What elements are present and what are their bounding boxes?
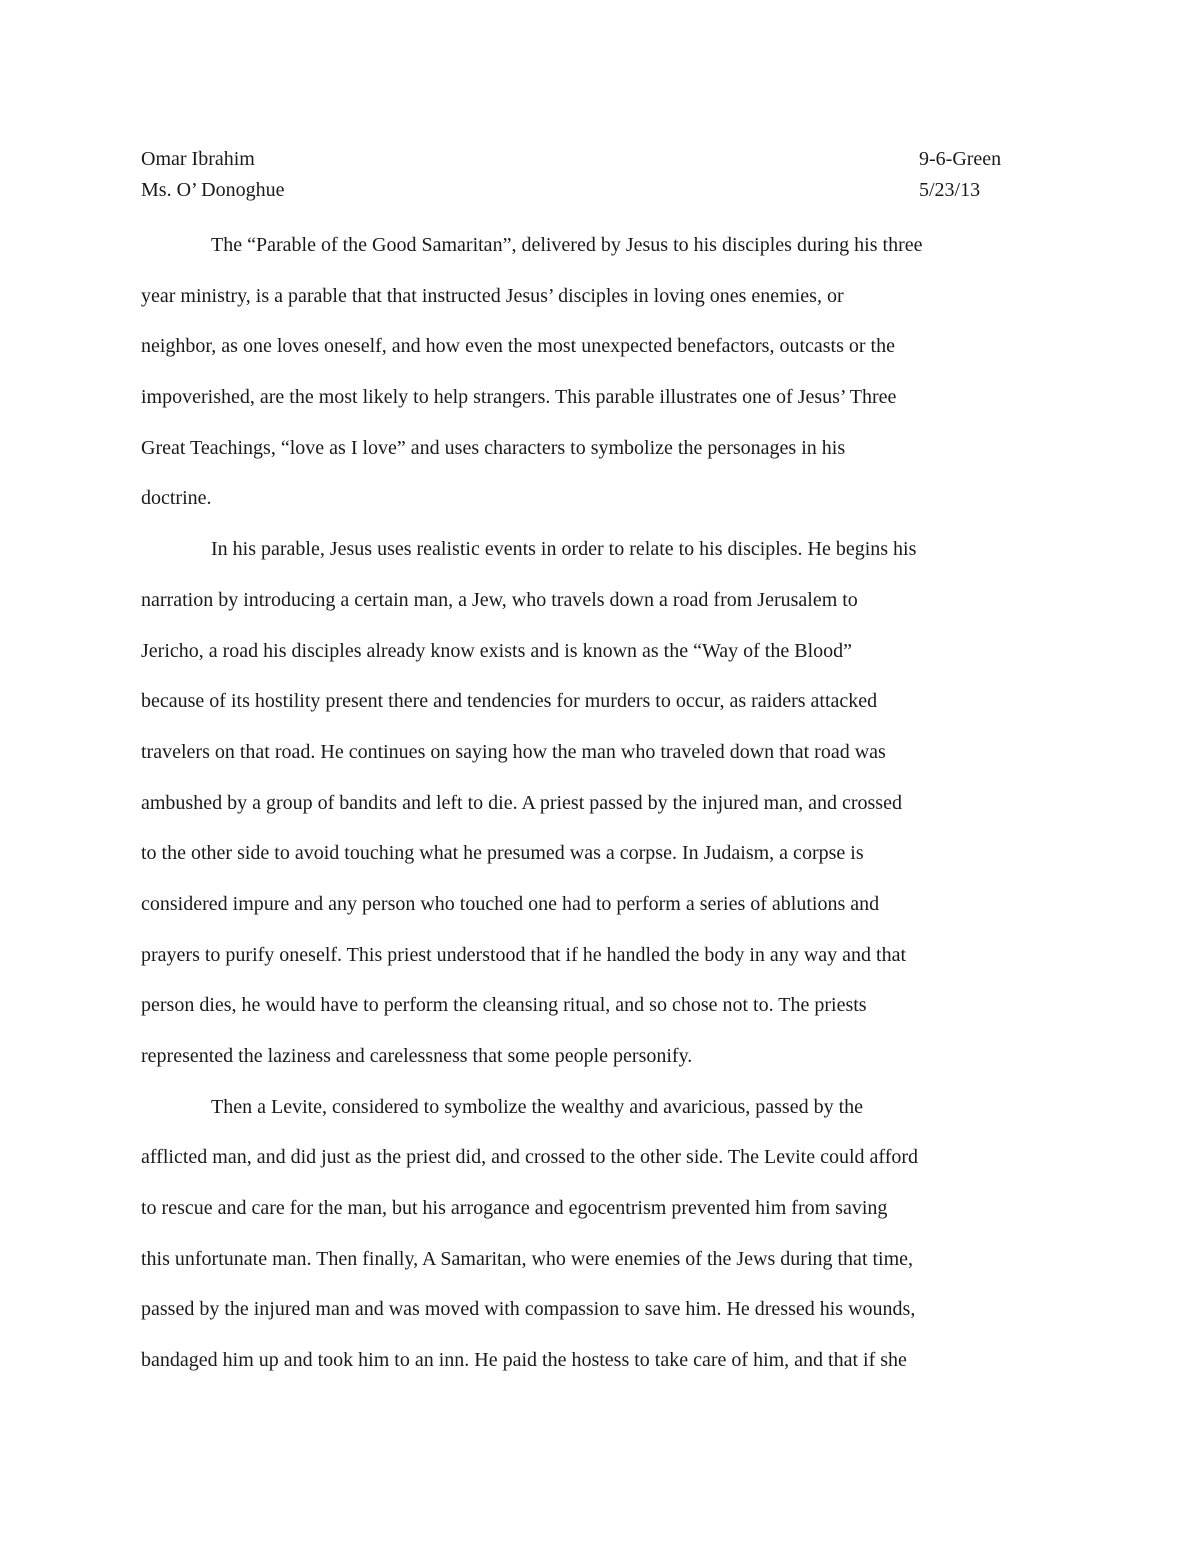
text-line: travelers on that road. He continues on saying how the man who traveled down that road was: [141, 740, 886, 763]
text-line: Jericho, a road his disciples already know exists and is known as the “Way of the Blood”: [141, 639, 852, 662]
text-line: narration by introducing a certain man, a Jew, who travels down a road from Jerusalem to: [141, 588, 858, 611]
header-row-1: [141, 144, 1015, 175]
text-line: to the other side to avoid touching what he presumed was a corpse. In Judaism, a corpse is: [141, 842, 864, 865]
text-line: represented the laziness and carelessness that some people personify.: [141, 1045, 693, 1067]
essay-body: [141, 220, 1059, 1386]
teacher-name: Ms. O’ Donoghue: [141, 179, 285, 201]
text-line: to rescue and care for the man, but his arrogance and egocentrism prevented him from saving: [141, 1197, 888, 1220]
text-line: doctrine.: [141, 487, 212, 510]
text-line: considered impure and any person who touched one had to perform a series of ablutions and: [141, 892, 880, 915]
essay-header: [141, 144, 1015, 206]
text-line: person dies, he would have to perform the cleansing ritual, and so chose not to. The priests: [141, 994, 867, 1017]
text-line: The “Parable of the Good Samaritan”, delivered by Jesus to his disciples during his three: [211, 234, 923, 256]
student-name: Omar Ibrahim: [141, 148, 255, 170]
text-line: Great Teachings, “love as I love” and uses characters to symbolize the personages in his: [141, 436, 846, 459]
text-line: bandaged him up and took him to an inn. He paid the hostess to take care of him, and that if she: [141, 1349, 907, 1372]
text-line: year ministry, is a parable that that instructed Jesus’ disciples in loving ones enemies, or: [141, 284, 844, 307]
text-line: impoverished, are the most likely to help strangers. This parable illustrates one of Jesus’ Three: [141, 386, 897, 409]
text-line: this unfortunate man. Then finally, A Samaritan, who were enemies of the Jews during that time,: [141, 1247, 914, 1270]
text-line: prayers to purify oneself. This priest understood that if he handled the body in any way and that: [141, 943, 906, 966]
text-line: passed by the injured man and was moved with compassion to save him. He dressed his wounds,: [141, 1298, 916, 1321]
text-line: ambushed by a group of bandits and left to die. A priest passed by the injured man, and crossed: [141, 791, 902, 814]
text-line: neighbor, as one loves oneself, and how even the most unexpected benefactors, outcasts or the: [141, 335, 895, 358]
class-label: 9-6-Green: [919, 148, 1002, 170]
text-line: because of its hostility present there and tendencies for murders to occur, as raiders attacked: [141, 690, 878, 713]
text-line: Then a Levite, considered to symbolize the wealthy and avaricious, passed by the: [211, 1095, 864, 1118]
text-line: afflicted man, and did just as the priest did, and crossed to the other side. The Levite could afford: [141, 1146, 919, 1169]
header-row-2: [141, 175, 1015, 206]
essay-date: 5/23/13: [919, 179, 981, 201]
text-line: In his parable, Jesus uses realistic events in order to relate to his disciples. He begins his: [211, 538, 917, 561]
